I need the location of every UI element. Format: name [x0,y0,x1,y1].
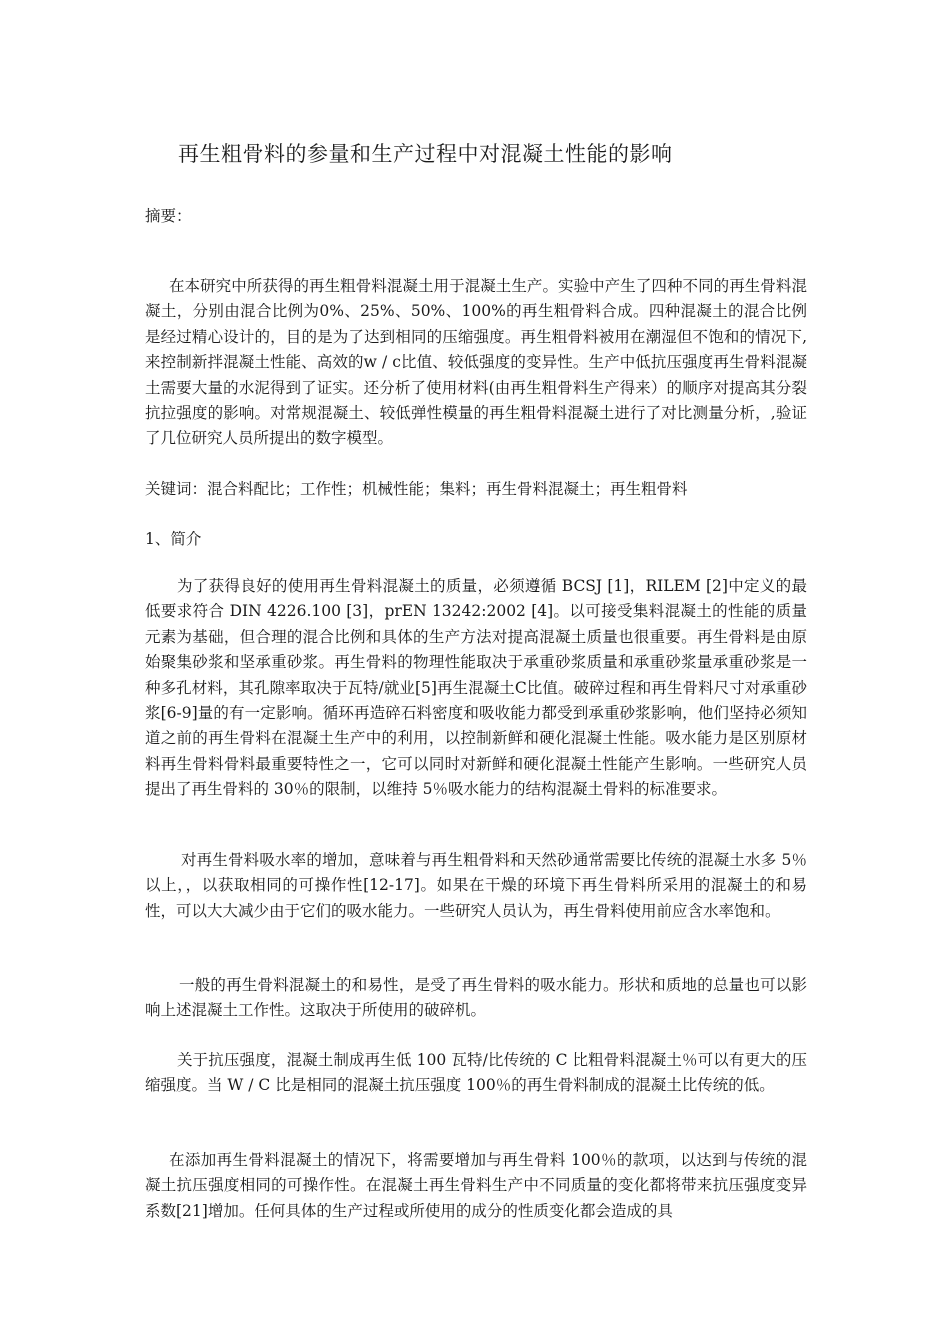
abstract-label: 摘要： [145,207,192,225]
body-paragraph: 一般的再生骨料混凝土的和易性，是受了再生骨料的吸水能力。形状和质地的总量也可以影响上述混凝土工作性。这取决于所使用的破碎机。 [145,976,807,1020]
abstract-paragraph: 在本研究中所获得的再生粗骨料混凝土用于混凝土生产。实验中产生了四种不同的再生骨料混凝土，分别由混合比例为0%、25%、50%、100%的再生粗骨料合成。四种混凝土的混合比例是经过精心设计的，目的是为了达到相同的压缩强度。再生粗骨料被用在潮湿但不饱和的情况下,来控制新拌混凝土性能、高效的w / c比值、较低强度的变异性。生产中低抗压强度再生骨料混凝土需要大量的水泥得到了证实。还分析了使用材料(由再生粗骨料生产得来）的顺序对提高其分裂抗拉强度的影响。对常规混凝土、较低弹性模量的再生粗骨料混凝土进行了对比测量分析，,验证了几位研究人员所提出的数字模型。 [145,277,807,448]
body-paragraph: 为了获得良好的使用再生骨料混凝土的质量，必须遵循 BCSJ [1]，RILEM [2]中定义的最低要求符合 DIN 4226.100 [3]，prEN 13242:2002 [4]。以可接受集料混凝土的性能的质量元素为基础，但合理的混合比例和具体的生产方法对提高混凝土质量也很重要。再生骨料是由原始聚集砂浆和坚承重砂浆。再生骨料的物理性能取决于承重砂浆质量和承重砂浆量承重砂浆是一种多孔材料，其孔隙率取决于瓦特/就业[5]再生混凝土C比值。破碎过程和再生骨料尺寸对承重砂浆[6-9]量的有一定影响。循环再造碎石料密度和吸收能力都受到承重砂浆影响，他们坚持必须知道之前的再生骨料在混凝土生产中的利用，以控制新鲜和硬化混凝土性能。吸水能力是区别原材料再生骨料骨料最重要特性之一，它可以同时对新鲜和硬化混凝土性能产生影响。一些研究人员提出了再生骨料的 30％的限制，以维持 5％吸水能力的结构混凝土骨料的标准要求。 [145,577,807,799]
section-heading-introduction: 1、简介 [145,530,202,548]
keywords-line: 关键词：混合料配比；工作性；机械性能；集料；再生骨料混凝土；再生粗骨料 [145,480,688,498]
body-paragraph: 对再生骨料吸水率的增加，意味着与再生粗骨料和天然砂通常需要比传统的混凝土水多 5％以上，，以获取相同的可操作性[12-17]。如果在干燥的环境下再生骨料所采用的混凝土的和易性，可以大大减少由于它们的吸水能力。一些研究人员认为，再生骨料使用前应含水率饱和。 [145,851,807,920]
document-title: 再生粗骨料的参量和生产过程中对混凝土性能的影响 [178,142,673,166]
body-paragraph: 关于抗压强度，混凝土制成再生低 100 瓦特/比传统的 C 比粗骨料混凝土％可以有更大的压缩强度。当 W / C 比是相同的混凝土抗压强度 100％的再生骨料制成的混凝土比传统的低。 [145,1051,807,1095]
body-paragraph: 在添加再生骨料混凝土的情况下，将需要增加与再生骨料 100％的款项，以达到与传统的混凝土抗压强度相同的可操作性。在混凝土再生骨料生产中不同质量的变化都将带来抗压强度变异系数[21]增加。任何具体的生产过程或所使用的成分的性质变化都会造成的具 [145,1151,807,1220]
